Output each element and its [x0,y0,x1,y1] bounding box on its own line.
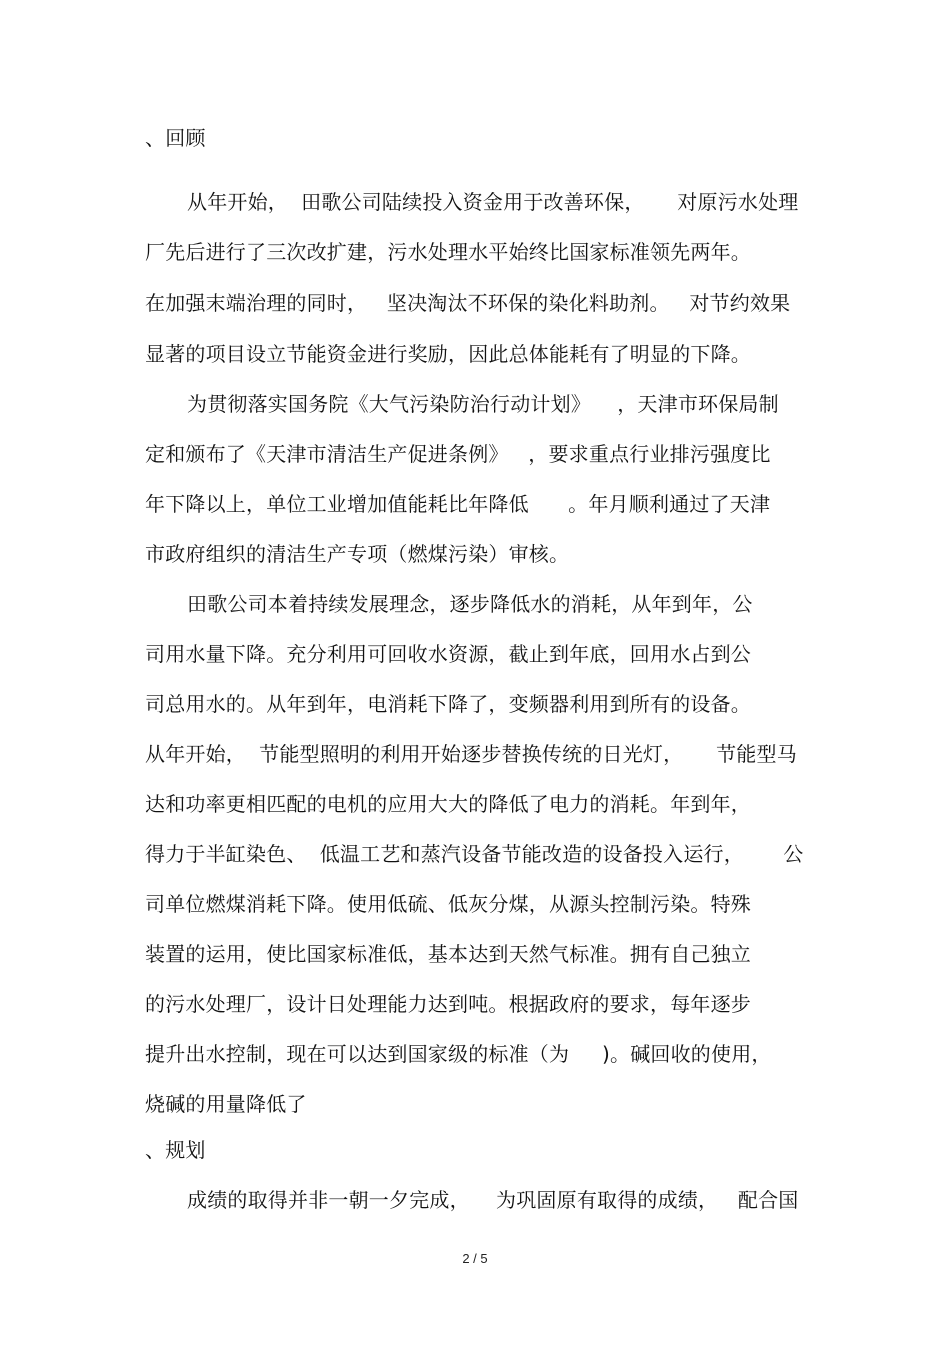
paragraph-line: 达和功率更相匹配的电机的应用大大的降低了电力的消耗。年到年， [145,792,751,816]
paragraph-line: 的污水处理厂，设计日处理能力达到吨。根据政府的要求，每年逐步 [145,992,751,1016]
paragraph-line: 司单位燃煤消耗下降。使用低硫、低灰分煤，从源头控制污染。特殊 [145,892,751,916]
paragraph-line: 厂先后进行了三次改扩建，污水处理水平始终比国家标准领先两年。 [145,240,751,264]
paragraph-line: 烧碱的用量降低了 [145,1092,307,1116]
paragraph-line: 年下降以上，单位工业增加值能耗比年降低 。年月顺利通过了天津 [145,492,771,516]
paragraph-line: 从年开始， 节能型照明的利用开始逐步替换传统的日光灯， 节能型马 [145,742,797,766]
paragraph-line: 在加强末端治理的同时， 坚决淘汰不环保的染化料助剂。 对节约效果 [145,291,791,315]
paragraph-line: 从年开始， 田歌公司陆续投入资金用于改善环保， 对原污水处理 [187,190,799,214]
paragraph-line: 装置的运用，使比国家标准低，基本达到天然气标准。拥有自己独立 [145,942,751,966]
paragraph-line: 定和颁布了《天津市清洁生产促进条例》 ，要求重点行业排污强度比 [145,442,771,466]
paragraph-line: 成绩的取得并非一朝一夕完成， 为巩固原有取得的成绩， 配合国 [187,1188,799,1212]
paragraph-line: 为贯彻落实国务院《大气污染防治行动计划》 ，天津市环保局制 [187,392,779,416]
paragraph-line: 提升出水控制，现在可以达到国家级的标准（为 )。碱回收的使用， [145,1042,772,1066]
page-number: 2 / 5 [462,1251,488,1266]
paragraph-line: 田歌公司本着持续发展理念，逐步降低水的消耗，从年到年，公 [187,592,753,616]
paragraph-line: 市政府组织的清洁生产专项（燃煤污染）审核。 [145,542,570,566]
paragraph-line: 司用水量下降。充分利用可回收水资源，截止到年底，回用水占到公 [145,642,751,666]
paragraph-line: 得力于半缸染色、 低温工艺和蒸汽设备节能改造的设备投入运行， 公 [145,842,804,866]
section-heading-plan: 、规划 [145,1138,206,1162]
paragraph-line: 司总用水的。从年到年，电消耗下降了，变频器利用到所有的设备。 [145,692,751,716]
section-heading-review: 、回顾 [145,126,206,150]
paragraph-line: 显著的项目设立节能资金进行奖励，因此总体能耗有了明显的下降。 [145,342,751,366]
